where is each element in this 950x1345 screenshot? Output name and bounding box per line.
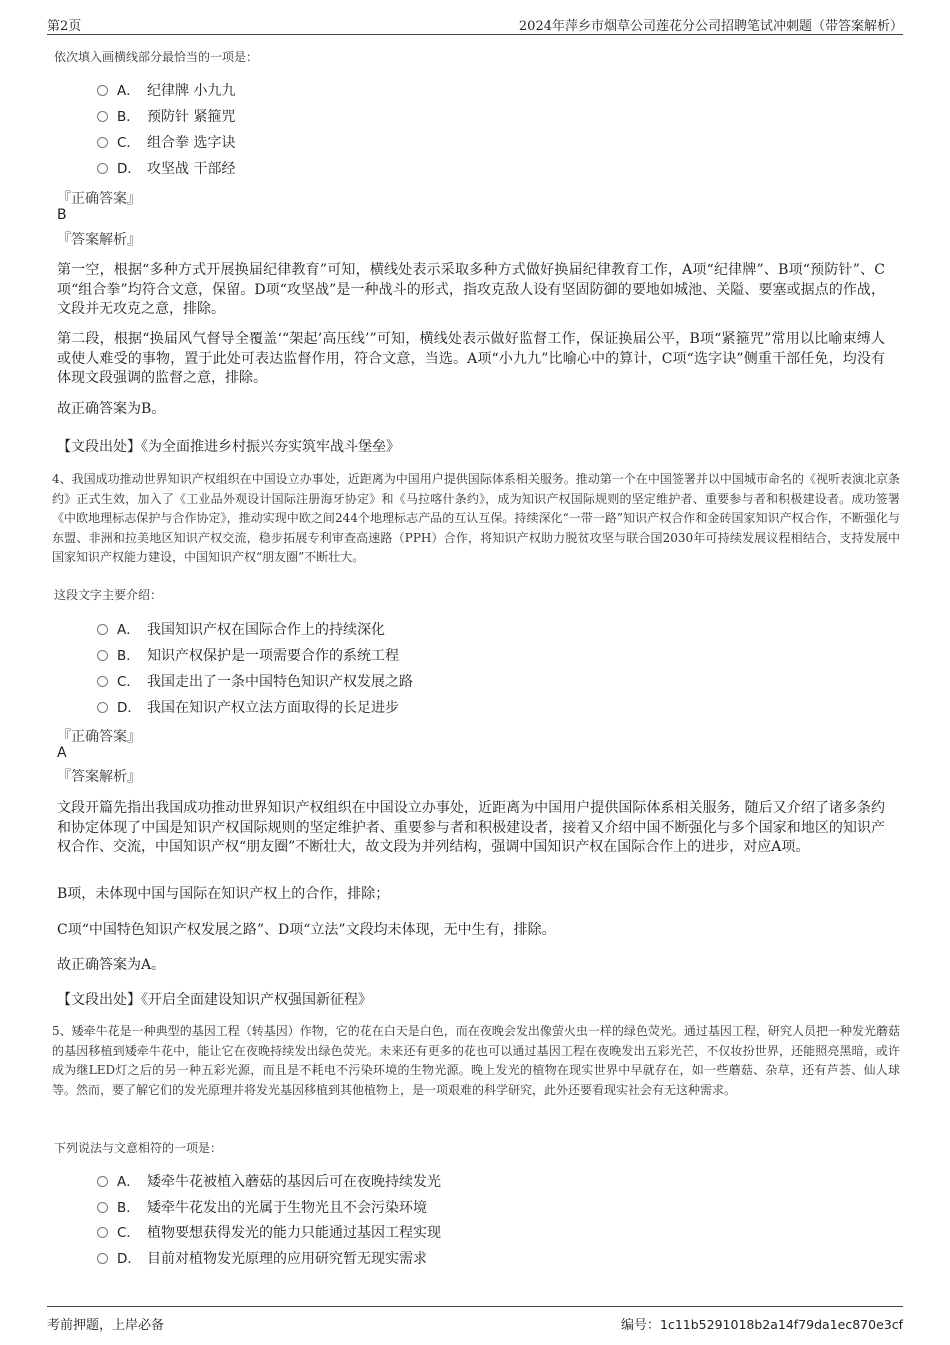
q3-option-a[interactable]: A． 纪律牌 小九九: [97, 80, 235, 102]
q3-answer: B: [57, 207, 67, 223]
q4-option-d[interactable]: D． 我国在知识产权立法方面取得的长足进步: [97, 697, 399, 719]
radio-icon[interactable]: [97, 111, 108, 122]
q4-option-c[interactable]: C． 我国走出了一条中国特色知识产权发展之路: [97, 671, 413, 693]
radio-icon[interactable]: [97, 702, 108, 713]
q4-analysis-p1: 文段开篇先指出我国成功推动世界知识产权组织在中国设立办事处，近距离为中国用户提供国际体系相关服务，随后又介绍了诸多条约和协定体现了中国是知识产权国际规则的坚定维护者、重要参与者和积极建设者，接着又介绍中国不断强化与多个国家和地区的知识产权合作、交流，中国知识产权“朋友圈”不断壮大，故文段为并列结构，强调中国知识产权在国际合作上的进步，对应A项。: [57, 800, 885, 855]
q3-analysis-p1: 第一空，根据“多种方式开展换届纪律教育”可知，横线处表示采取多种方式做好换届纪律教育工作，A项“纪律牌”、B项“预防针”、C项“组合拳”均符合文意，保留。D项“攻坚战”是一种战斗的形式，指攻克敌人设有坚固防御的要地如城池、关隘、要塞或据点的作战，文段并无攻克之意，排除。: [57, 262, 885, 317]
q3-prompt: 依次填入画横线部分最恰当的一项是：: [54, 50, 259, 64]
q3-analysis-p3: 故正确答案为B。: [57, 401, 166, 417]
radio-icon[interactable]: [97, 1176, 108, 1187]
q4-prompt: 这段文字主要介绍：: [54, 588, 163, 602]
q3-option-b[interactable]: B． 预防针 紧箍咒: [97, 106, 235, 128]
q4-answer: A: [57, 745, 67, 761]
page-header: [47, 12, 903, 35]
q4-analysis-p2: B项，未体现中国与国际在知识产权上的合作，排除；: [57, 886, 390, 902]
footer-slogan: 考前押题，上岸必备: [47, 1318, 165, 1333]
radio-icon[interactable]: [97, 137, 108, 148]
document-title: 2024年萍乡市烟草公司莲花分公司招聘笔试冲刺题（带答案解析）: [518, 19, 903, 34]
q4-option-a[interactable]: A． 我国知识产权在国际合作上的持续深化: [97, 619, 385, 641]
radio-icon[interactable]: [97, 650, 108, 661]
radio-icon[interactable]: [97, 624, 108, 635]
q3-option-d[interactable]: D． 攻坚战 干部经: [97, 158, 235, 180]
q5-option-d[interactable]: D． 目前对植物发光原理的应用研究暂无现实需求: [97, 1248, 427, 1270]
q4-correct-label: 『正确答案』: [57, 729, 141, 745]
radio-icon[interactable]: [97, 85, 108, 96]
q3-source: 【文段出处】《为全面推进乡村振兴夯实筑牢战斗堡垒》: [57, 439, 400, 455]
page-footer: [47, 1306, 903, 1337]
q5-option-a[interactable]: A． 矮牵牛花被植入蘑菇的基因后可在夜晚持续发光: [97, 1171, 441, 1193]
q4-passage: 4、我国成功推动世界知识产权组织在中国设立办事处，近距离为中国用户提供国际体系相关服务。推动第一个在中国签署并以中国城市命名的《视听表演北京条约》正式生效，加入了《工业品外观设计国际注册海牙协定》和《马拉喀什条约》，成为知识产权国际规则的坚定维护者、重要参与者和积极建设者。成功签署《中欧地理标志保护与合作协定》，推动实现中欧之间244个地理标志产品的互认互保。持续深化“一带一路”知识产权合作和金砖国家知识产权合作，不断强化与东盟、非洲和拉美地区知识产权交流，稳步拓展专利审查高速路（PPH）合作，将知识产权助力脱贫攻坚与联合国2030年可持续发展议程相结合，支持发展中国家知识产权能力建设，中国知识产权“朋友圈”不断壮大。: [52, 472, 900, 565]
q5-option-b[interactable]: B． 矮牵牛花发出的光属于生物光且不会污染环境: [97, 1197, 427, 1219]
radio-icon[interactable]: [97, 676, 108, 687]
q4-analysis-p4: 故正确答案为A。: [57, 957, 166, 973]
q3-analysis-label: 『答案解析』: [57, 232, 141, 248]
radio-icon[interactable]: [97, 1253, 108, 1264]
radio-icon[interactable]: [97, 163, 108, 174]
q4-analysis-label: 『答案解析』: [57, 769, 141, 785]
radio-icon[interactable]: [97, 1227, 108, 1238]
document-code: 编号：1c11b5291018b2a14f79da1ec870e3cf: [621, 1317, 903, 1333]
q5-passage: 5、矮牵牛花是一种典型的基因工程（转基因）作物，它的花在白天是白色，而在夜晚会发出像萤火虫一样的绿色荧光。通过基因工程，研究人员把一种发光蘑菇的基因移植到矮牵牛花中，能让它在夜晚持续发出绿色荧光。未来还有更多的花也可以通过基因工程在夜晚发出五彩光芒，不仅妆扮世界，还能照亮黑暗，或许成为继LED灯之后的另一种五彩光源，而且是不耗电不污染环境的生物光源。晚上发光的植物在现实世界中早就存在，如一些蘑菇、杂草，还有芦荟、仙人球等。然而，要了解它们的发光原理并将发光基因移植到其他植物上，是一项艰难的科学研究，此外还要看现实社会有无这种需求。: [52, 1024, 900, 1097]
q4-analysis-p3: C项“中国特色知识产权发展之路”、D项“立法”文段均未体现，无中生有，排除。: [57, 922, 556, 938]
page-number: 第2页: [47, 19, 82, 34]
q4-option-b[interactable]: B． 知识产权保护是一项需要合作的系统工程: [97, 645, 399, 667]
q5-prompt: 下列说法与文意相符的一项是：: [54, 1141, 223, 1155]
q3-analysis-p2: 第二段，根据“换届风气督导全覆盖‘“架起’高压线’”可知，横线处表示做好监督工作，保证换届公平，B项“紧箍咒”常用以比喻束缚人或使人难受的事物，置于此处可表达监督作用，符合文意，当选。A项“小九九”比喻心中的算计，C项“选字诀”侧重干部任免，均没有体现文段强调的监督之意，排除。: [57, 331, 885, 386]
radio-icon[interactable]: [97, 1202, 108, 1213]
q3-correct-label: 『正确答案』: [57, 191, 141, 207]
q5-option-c[interactable]: C． 植物要想获得发光的能力只能通过基因工程实现: [97, 1222, 441, 1244]
q3-option-c[interactable]: C． 组合拳 选字诀: [97, 132, 235, 154]
q4-source: 【文段出处】《开启全面建设知识产权强国新征程》: [57, 992, 372, 1008]
